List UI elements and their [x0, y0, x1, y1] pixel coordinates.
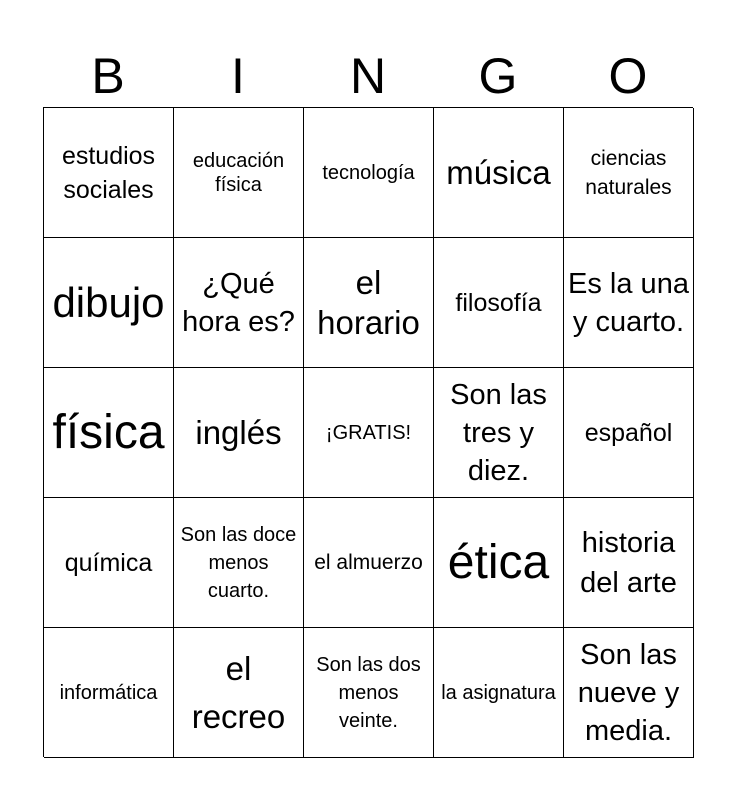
- bingo-cell[interactable]: [174, 368, 304, 498]
- free-space-label: ¡GRATIS!: [325, 421, 412, 444]
- bingo-cell[interactable]: [174, 498, 304, 628]
- cell-label: inglés: [195, 413, 282, 451]
- cell-label: Son las doce menos cuarto.: [180, 523, 297, 602]
- header-letter-g: G: [478, 48, 518, 104]
- bingo-header: [43, 46, 693, 106]
- header-letter-b: B: [91, 48, 125, 104]
- bingo-cell[interactable]: [44, 108, 174, 238]
- free-space-cell[interactable]: [304, 368, 434, 498]
- bingo-cell[interactable]: [564, 368, 694, 498]
- cell-label: español: [584, 418, 673, 447]
- bingo-cell[interactable]: [434, 628, 564, 758]
- cell-label: Son las tres y diez.: [450, 378, 547, 487]
- header-letter-n: N: [349, 48, 387, 104]
- cell-label: dibujo: [52, 278, 165, 326]
- bingo-cell[interactable]: [304, 108, 434, 238]
- cell-label: el recreo: [191, 649, 286, 735]
- bingo-cell[interactable]: [434, 108, 564, 238]
- cell-label: la asignatura: [441, 681, 556, 704]
- cell-label: Es la una y cuarto.: [568, 267, 689, 338]
- cell-label: física: [52, 405, 165, 459]
- bingo-cell[interactable]: [304, 238, 434, 368]
- bingo-cell[interactable]: [44, 238, 174, 368]
- cell-label: tecnología: [322, 161, 415, 184]
- bingo-cell[interactable]: [304, 498, 434, 628]
- bingo-cell[interactable]: [174, 108, 304, 238]
- cell-label: el horario: [317, 263, 420, 341]
- bingo-cell[interactable]: [434, 498, 564, 628]
- header-letter-o: O: [608, 48, 648, 104]
- bingo-cell[interactable]: [304, 628, 434, 758]
- cell-label: educación física: [192, 149, 285, 196]
- cell-label: Son las dos menos veinte.: [316, 653, 421, 732]
- bingo-cell[interactable]: [44, 498, 174, 628]
- bingo-cell[interactable]: [564, 498, 694, 628]
- cell-label: filosofía: [455, 288, 542, 317]
- cell-label: química: [64, 548, 153, 577]
- cell-label: historia del arte: [580, 526, 677, 599]
- bingo-cell[interactable]: [564, 628, 694, 758]
- cell-label: ciencias naturales: [585, 146, 672, 199]
- bingo-cell[interactable]: [564, 108, 694, 238]
- bingo-cell[interactable]: [44, 628, 174, 758]
- bingo-cell[interactable]: [44, 368, 174, 498]
- bingo-cell[interactable]: [174, 238, 304, 368]
- cell-label: música: [446, 153, 551, 191]
- bingo-cell[interactable]: [174, 628, 304, 758]
- cell-label: estudios sociales: [61, 141, 156, 204]
- bingo-cell[interactable]: [434, 238, 564, 368]
- bingo-cell[interactable]: [564, 238, 694, 368]
- bingo-card: [43, 107, 693, 757]
- cell-label: ¿Qué hora es?: [182, 267, 295, 338]
- cell-label: el almuerzo: [314, 550, 423, 574]
- cell-label: Son las nueve y media.: [577, 638, 680, 747]
- cell-label: ética: [447, 535, 550, 589]
- bingo-cell[interactable]: [434, 368, 564, 498]
- cell-label: informática: [59, 681, 158, 704]
- header-letter-i: I: [231, 48, 245, 104]
